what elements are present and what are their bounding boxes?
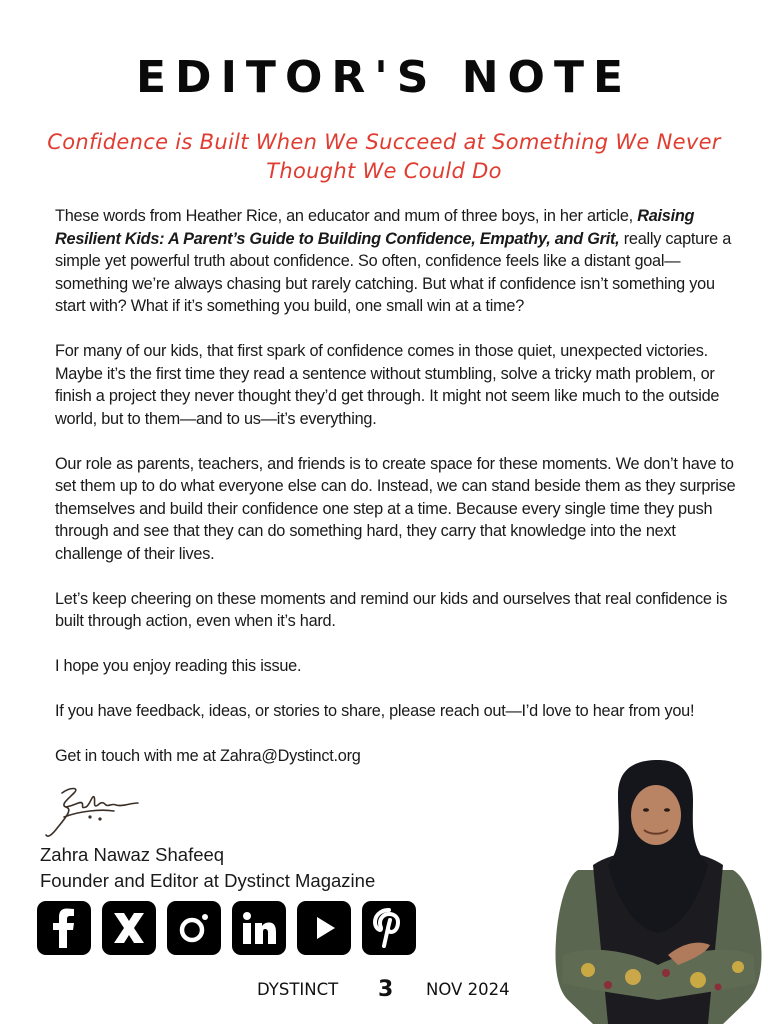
paragraph-4: Let’s keep cheering on these moments and remind our kids and ourselves that real confidence is built through action, even when it’s hard. (55, 589, 728, 630)
contact-email-link[interactable]: Zahra@Dystinct.org (220, 747, 361, 765)
article-reference-title: Raising Resilient Kids: A Parent’s Guide to Building Confidence, Empathy, and Grit, (55, 207, 695, 248)
article-subtitle: Confidence is Built When We Succeed at Something We Never Thought We Could Do (47, 130, 721, 183)
page-title: EDITOR'S NOTE (135, 52, 633, 103)
signature-icon (40, 783, 150, 841)
social-links (37, 901, 416, 955)
author-name: Zahra Nawaz Shafeeq (40, 844, 225, 865)
youtube-link[interactable] (297, 901, 351, 955)
page-number: 3 (378, 977, 394, 1002)
pinterest-icon (371, 907, 407, 949)
paragraph-5: I hope you enjoy reading this issue. (55, 657, 302, 675)
paragraph-6: If you have feedback, ideas, or stories to share, please reach out—I’d love to hear from you! (55, 702, 695, 720)
paragraph-2: For many of our kids, that first spark of confidence comes in those quiet, unexpected victories. Maybe it’s the first time they read a sentence without stumbling, solve a tricky math problem, or finish a project they never thought they’d get through. It might not seem like much to the outside world, but to them—and to us—it’s everything. (55, 342, 720, 428)
instagram-link[interactable] (167, 901, 221, 955)
author-role: Founder and Editor at Dystinct Magazine (40, 870, 376, 891)
author-block (40, 842, 375, 894)
linkedin-link[interactable] (232, 901, 286, 955)
instagram-icon (174, 908, 214, 948)
youtube-icon (309, 913, 339, 943)
pinterest-link[interactable] (362, 901, 416, 955)
magazine-brand: DYSTINCT (257, 980, 339, 999)
issue-date: NOV 2024 (426, 980, 510, 999)
facebook-icon (49, 908, 79, 948)
paragraph-1: These words from Heather Rice, an educator and mum of three boys, in her article, Raising Resilient Kids: A Parent’s Guide to Building Confidence, Empathy, and Grit, really capture a simple yet powerful truth about confidence. So often, confidence feels like a distant goal—something we’re always chasing but rarely catching. But what if confidence isn’t something you start with? What if it’s something you build, one small win at a time? (55, 207, 732, 315)
article-body (55, 205, 745, 790)
editor-portrait (548, 755, 768, 1024)
paragraph-3: Our role as parents, teachers, and friends is to create space for these moments. We don’t have to set them up to do what everyone else can do. Instead, we can stand beside them as they surprise themselves and build their confidence one step at a time. Because every single time they push through and see that they can do something hard, they carry that knowledge into the next challenge of their lives. (55, 454, 736, 563)
linkedin-icon (239, 908, 279, 948)
contact-line: Get in touch with me at Zahra@Dystinct.org (55, 747, 361, 765)
x-icon (111, 910, 147, 946)
facebook-link[interactable] (37, 901, 91, 955)
x-link[interactable] (102, 901, 156, 955)
